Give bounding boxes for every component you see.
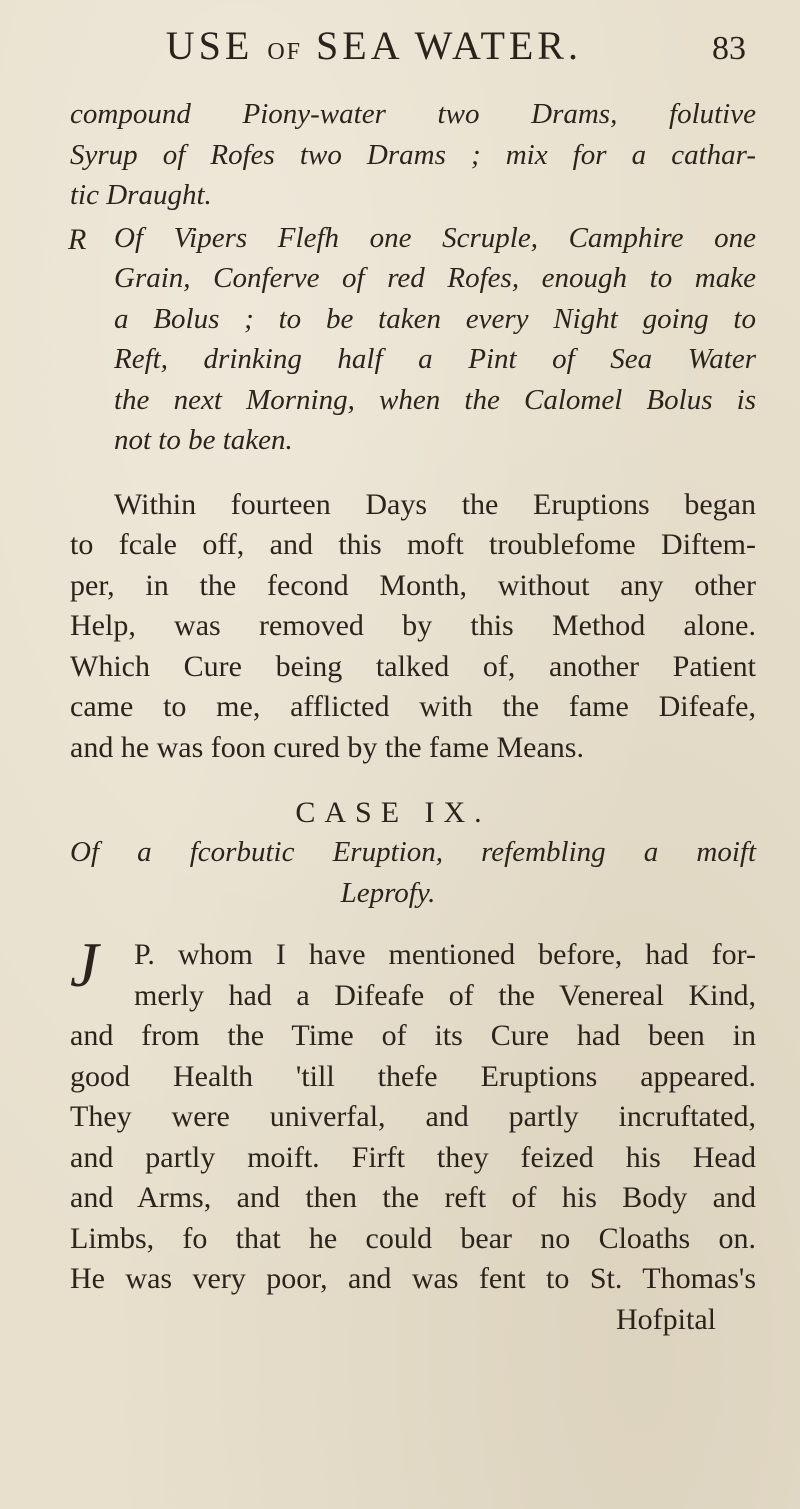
text-line: Limbs, fo that he could bear no Cloaths on. — [70, 1221, 756, 1255]
running-title-part1: USE — [165, 23, 254, 68]
text-line: Syrup of Rofes two Drams ; mix for a cathar- — [70, 138, 756, 171]
text-line: He was very poor, and was fent to St. Thomas's — [70, 1262, 756, 1295]
recipe-symbol: R — [68, 222, 87, 256]
prescription-continuation — [70, 94, 756, 216]
text-line: compound Piony-water two Drams, folutive — [70, 98, 756, 130]
drop-capital: J — [70, 929, 99, 1000]
page-number: 83 — [712, 30, 746, 67]
text-line: and Arms, and then the reft of his Body and — [70, 1181, 756, 1214]
text-line: Within fourteen Days the Eruptions began — [114, 487, 756, 521]
case-heading: CASE IX. — [295, 796, 491, 829]
text-line: per, in the fecond Month, without any other — [70, 568, 756, 602]
text-line: P. whom I have mentioned before, had for- — [134, 938, 756, 971]
text-line: to fcale off, and this moft troublefome Diftem- — [70, 528, 756, 561]
text-line: They were univerfal, and partly incruftated, — [70, 1100, 756, 1133]
paragraph-recovery — [70, 485, 756, 769]
running-title — [166, 22, 582, 69]
page-header — [70, 22, 756, 86]
text-line: Help, was removed by this Method alone. — [70, 609, 756, 642]
text-line: merly had a Difeafe of the Venereal Kind, — [134, 978, 756, 1012]
text-line: Which Cure being talked of, another Patient — [70, 649, 756, 683]
running-title-of: OF — [267, 39, 303, 65]
text-line: and partly moift. Firft they feized his Head — [70, 1140, 756, 1174]
text-line: came to me, afflicted with the fame Difeafe, — [70, 690, 756, 723]
text-line: not to be taken. — [114, 424, 293, 456]
case-title-line: Leprofy. — [340, 876, 436, 909]
paragraph-case-ix — [70, 929, 756, 1300]
catchword: Hofpital — [616, 1302, 716, 1336]
text-line: the next Morning, when the Calomel Bolus is — [114, 383, 756, 416]
text-line: and from the Time of its Cure had been in — [70, 1019, 756, 1052]
text-line: Reft, drinking half a Pint of Sea Water — [114, 343, 756, 375]
text-line: tic Draught. — [70, 179, 212, 211]
text-line: and he was foon cured by the fame Means. — [70, 730, 584, 764]
prescription-rx — [70, 218, 756, 461]
text-line: Of Vipers Flefh one Scruple, Camphire one — [114, 221, 756, 254]
text-line: good Health 'till thefe Eruptions appeared. — [70, 1059, 756, 1093]
case-title — [70, 832, 756, 913]
case-title-line: Of a fcorbutic Eruption, refembling a moift — [70, 836, 756, 868]
running-title-part2: SEA WATER. — [316, 23, 582, 68]
text-line: a Bolus ; to be taken every Night going to — [114, 302, 756, 335]
text-line: Grain, Conferve of red Rofes, enough to make — [114, 262, 756, 294]
